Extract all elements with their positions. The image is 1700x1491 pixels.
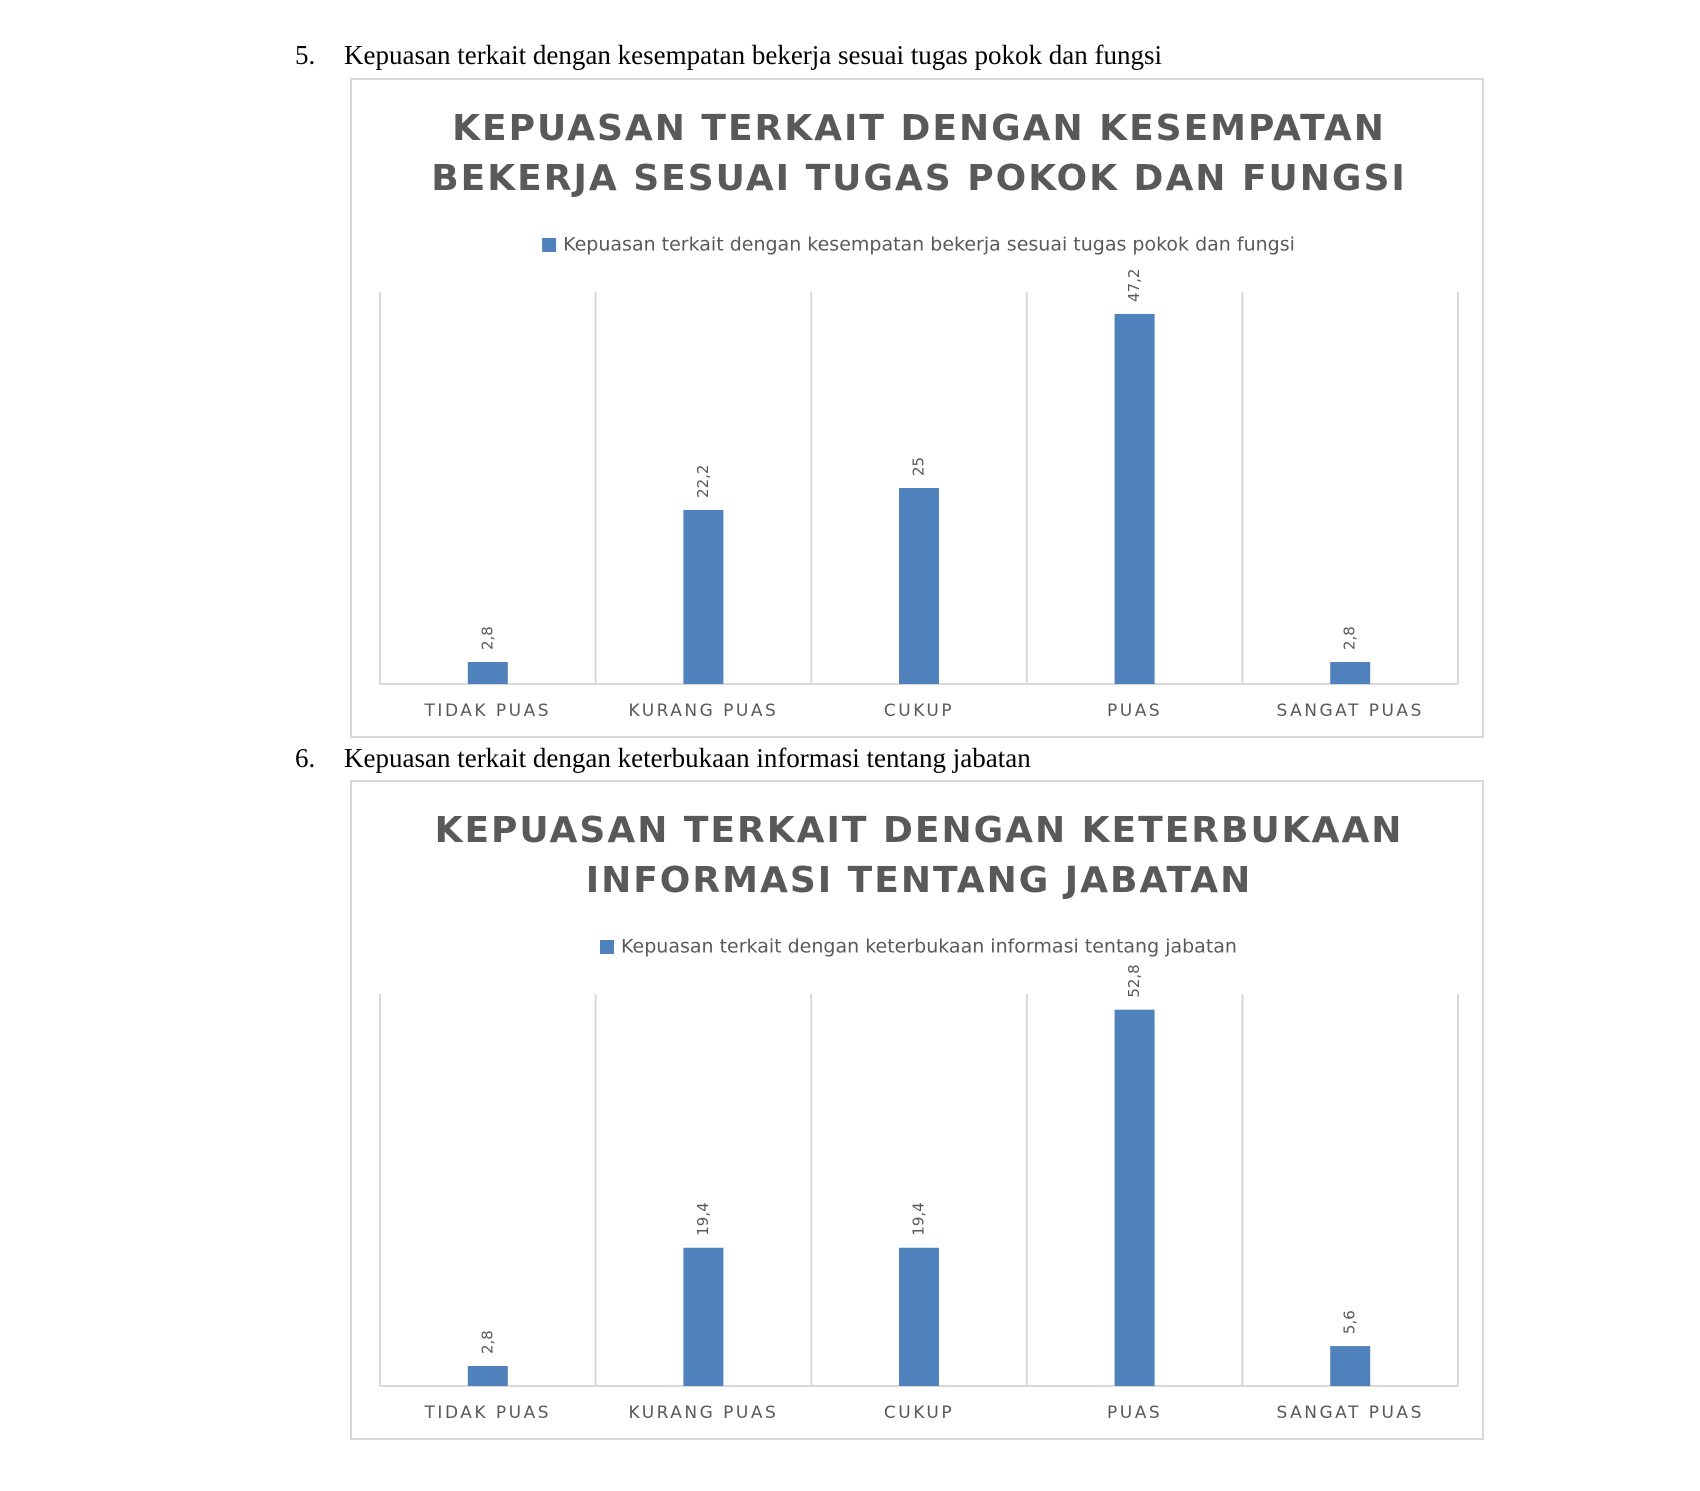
bar bbox=[1330, 1346, 1370, 1386]
section-title: Kepuasan terkait dengan keterbukaan informasi tentang jabatan bbox=[344, 743, 1031, 773]
category-label: CUKUP bbox=[883, 1403, 955, 1423]
legend-swatch bbox=[542, 238, 556, 252]
data-label: 2,8 bbox=[1340, 626, 1359, 651]
chart-panel-1 bbox=[350, 78, 1484, 738]
section-title: Kepuasan terkait dengan kesempatan bekerja sesuai tugas pokok dan fungsi bbox=[344, 40, 1162, 70]
bar bbox=[1115, 314, 1155, 684]
data-label: 25 bbox=[909, 456, 928, 476]
section-heading-6 bbox=[295, 743, 1031, 774]
bar bbox=[1115, 1010, 1155, 1386]
data-label: 19,4 bbox=[909, 1202, 928, 1236]
category-label: TIDAK PUAS bbox=[424, 701, 552, 721]
section-number: 5. bbox=[295, 40, 316, 70]
data-label: 52,8 bbox=[1125, 964, 1144, 998]
bar bbox=[899, 488, 939, 684]
category-label: PUAS bbox=[1107, 1403, 1163, 1423]
legend-label: Kepuasan terkait dengan keterbukaan informasi tentang jabatan bbox=[621, 935, 1237, 958]
bar bbox=[1330, 662, 1370, 684]
chart-title: KEPUASAN TERKAIT DENGAN KESEMPATAN bbox=[452, 108, 1386, 149]
bar-chart-1 bbox=[352, 80, 1486, 740]
category-label: KURANG PUAS bbox=[628, 701, 779, 721]
bar bbox=[468, 662, 508, 684]
chart-panel-2 bbox=[350, 780, 1484, 1440]
section-number: 6. bbox=[295, 743, 316, 773]
chart-title: BEKERJA SESUAI TUGAS POKOK DAN FUNGSI bbox=[431, 158, 1407, 199]
category-label: PUAS bbox=[1107, 701, 1163, 721]
chart-legend bbox=[600, 936, 1237, 958]
bar-chart-2 bbox=[352, 782, 1486, 1442]
section-heading-5 bbox=[295, 40, 1162, 71]
legend-swatch bbox=[600, 940, 614, 954]
category-label: CUKUP bbox=[883, 701, 955, 721]
data-label: 2,8 bbox=[478, 1330, 497, 1355]
data-label: 5,6 bbox=[1340, 1310, 1359, 1335]
bar bbox=[468, 1366, 508, 1386]
chart-legend bbox=[542, 234, 1295, 256]
data-label: 19,4 bbox=[693, 1202, 712, 1236]
bar bbox=[683, 510, 723, 684]
category-label: SANGAT PUAS bbox=[1276, 1403, 1424, 1423]
legend-label: Kepuasan terkait dengan kesempatan bekerja sesuai tugas pokok dan fungsi bbox=[563, 233, 1295, 256]
data-label: 2,8 bbox=[478, 626, 497, 651]
chart-title: KEPUASAN TERKAIT DENGAN KETERBUKAAN bbox=[434, 810, 1404, 851]
bar bbox=[899, 1248, 939, 1386]
data-label: 22,2 bbox=[693, 464, 712, 498]
chart-title: INFORMASI TENTANG JABATAN bbox=[585, 860, 1253, 901]
bar bbox=[683, 1248, 723, 1386]
category-label: TIDAK PUAS bbox=[424, 1403, 552, 1423]
category-label: SANGAT PUAS bbox=[1276, 701, 1424, 721]
category-label: KURANG PUAS bbox=[628, 1403, 779, 1423]
data-label: 47,2 bbox=[1125, 268, 1144, 302]
